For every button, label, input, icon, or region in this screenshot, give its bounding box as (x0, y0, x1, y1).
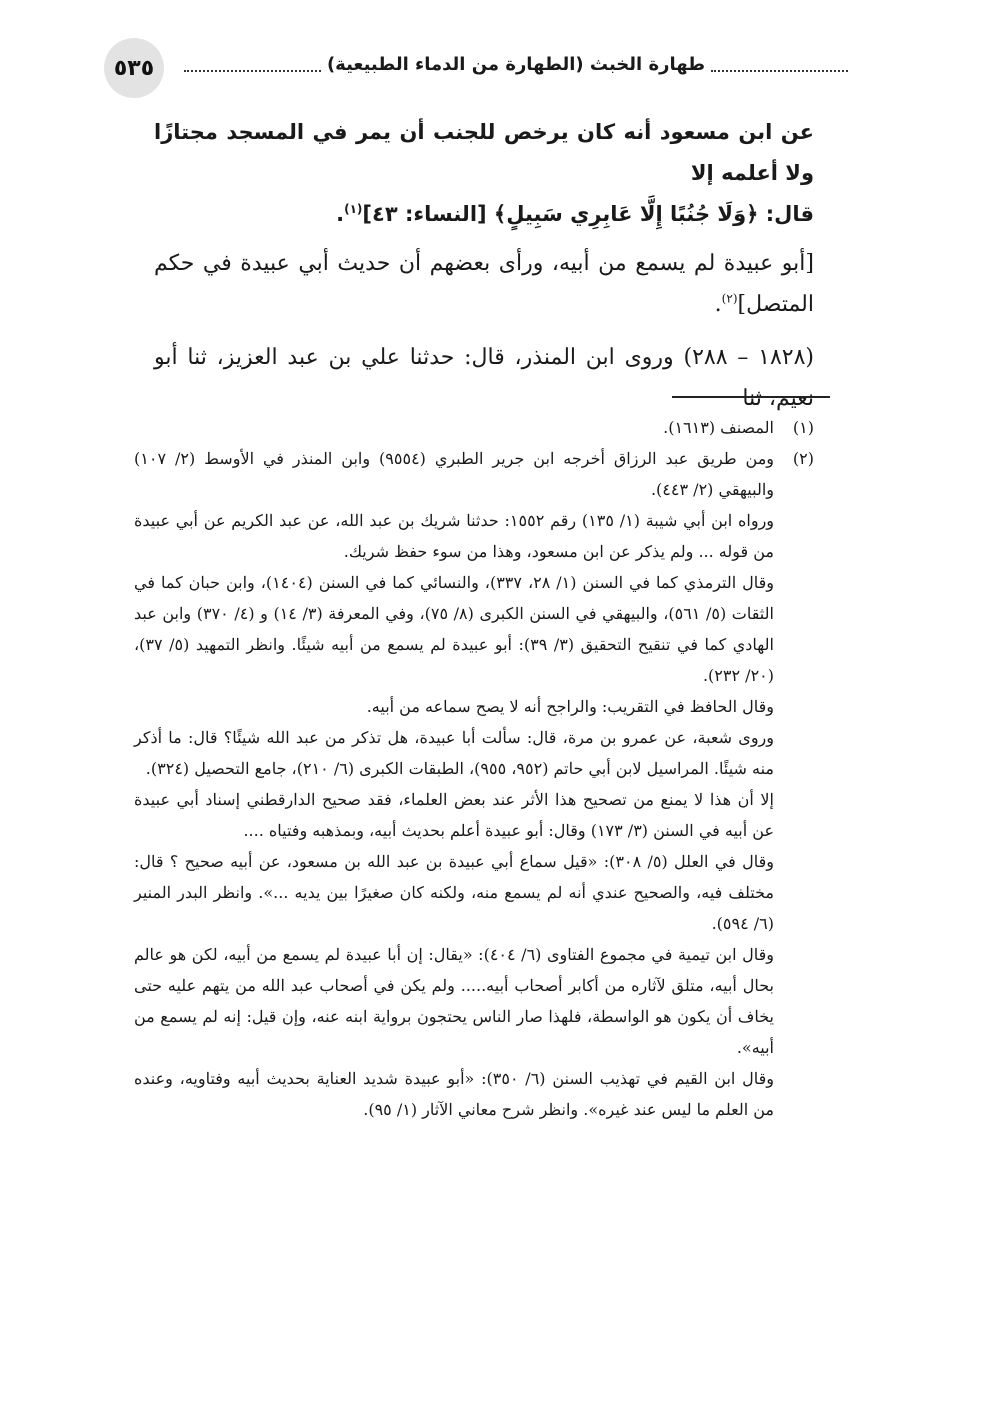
footnote-line: ومن طريق عبد الرزاق أخرجه ابن جرير الطبري (٩٥٥٤) وابن المنذر في الأوسط (٢/ ١٠٧) والبيهقي (٢/ ٤٤٣). (134, 449, 774, 499)
running-title: طهارة الخبث (الطهارة من الدماء الطبيعية) (326, 54, 706, 75)
paragraph-note (154, 243, 814, 325)
footnote-2-continued (134, 505, 814, 1125)
footnote-separator (672, 396, 830, 398)
footnote-2 (134, 443, 814, 505)
footnote-1 (134, 412, 814, 443)
footnote-text: المصنف (١٦١٣). (663, 418, 774, 437)
footnote-line: وروى شعبة، عن عمرو بن مرة، قال: سألت أبا عبيدة، هل تذكر من عبد الله شيئًا؟ قال: ما أذكر منه شيئًا. المراسيل لابن أبي حاتم (٩٥٢، ٩٥٥)، الطبقات الكبرى (٦/ ٢١٠)، جامع التحصيل (٣٢٤). (134, 728, 774, 778)
footnote-ref-1[interactable]: (١) (344, 202, 363, 216)
footnote-line: وقال الترمذي كما في السنن (١/ ٢٨، ٣٣٧)، والنسائي كما في السنن (١٤٠٤)، وابن حبان كما في الثقات (٥/ ٥٦١)، والبيهقي في السنن الكبرى (٨/ ٧٥)، وفي المعرفة (٣/ ١٤) و (٤/ ٣٧٠) وابن عبد الهادي كما في تنقيح التحقيق (٣/ ٣٩): أبو عبيدة لم يسمع من أبيه شيئًا. وانظر التمهيد (٥/ ٣٧)، (٢٠/ ٢٣٢). (134, 573, 775, 685)
hadith-end: . (336, 202, 345, 226)
narration-text: (١٨٢٨ – ٢٨٨) وروى ابن المنذر، قال: حدثنا علي بن عبد العزيز، ثنا أبو نعيم، ثنا (154, 345, 814, 411)
note-end: . (714, 292, 722, 317)
page-header (108, 38, 854, 98)
leader-dots-left (184, 58, 321, 72)
main-text (154, 112, 814, 419)
paragraph-hadith (154, 112, 814, 235)
hadith-line-1: عن ابن مسعود أنه كان يرخص للجنب أن يمر في المسجد مجتازًا ولا أعلمه إلا (154, 120, 814, 185)
footnote-line: وقال ابن تيمية في مجموع الفتاوى (٦/ ٤٠٤): «يقال: إن أبا عبيدة لم يسمع من أبيه، لكن هو عالم بحال أبيه، متلق لآثاره من أكابر أصحاب أبيه..... ولم يكن في أصحاب عبد الله من يتهم عليه حتى يخاف أن يكون هو الواسطة، فلهذا صار الناس يحتجون برواية ابنه عنه، وإن قيل: إنه لم يسمع من أبيه». (134, 945, 775, 1057)
footnote-line: إلا أن هذا لا يمنع من تصحيح هذا الأثر عند بعض العلماء، فقد صحيح الدارقطني إسناد أبي عبيدة عن أبيه في السنن (٣/ ١٧٣) وقال: أبو عبيدة أعلم بحديث أبيه، وبمذهبه وفتياه .... (134, 790, 774, 840)
hadith-line-2: قال: ﴿وَلَا جُنُبًا إِلَّا عَابِرِي سَبِيلٍ﴾ [النساء: ٤٣] (362, 202, 814, 226)
paragraph-narration (154, 337, 814, 419)
footnote-line: ورواه ابن أبي شيبة (١/ ١٣٥) رقم ١٥٥٢: حدثنا شريك بن عبد الله، عن عبد الكريم عن أبي عبيدة من قوله ... ولم يذكر عن ابن مسعود، وهذا من سوء حفظ شريك. (134, 511, 775, 561)
footnotes (134, 412, 814, 1125)
note-text: [أبو عبيدة لم يسمع من أبيه، ورأى بعضهم أن حديث أبي عبيدة في حكم المتصل] (154, 251, 814, 317)
footnote-line: وقال في العلل (٥/ ٣٠٨): «قيل سماع أبي عبيدة بن عبد الله بن مسعود، عن أبيه صحيح ؟ قال: مختلف فيه، والصحيح عندي أنه لم يسمع منه، ولكنه كان صغيرًا بين يديه ...». وانظر البدر المنير (٦/ ٥٩٤). (134, 852, 775, 933)
leader-dots-right (711, 58, 848, 72)
running-head (178, 54, 854, 75)
page-number: ٥٣٥ (113, 55, 155, 81)
page-number-badge (104, 38, 164, 98)
footnote-number: (١) (792, 418, 814, 437)
footnote-line: وقال الحافظ في التقريب: والراجح أنه لا يصح سماعه من أبيه. (366, 697, 774, 716)
footnote-line: وقال ابن القيم في تهذيب السنن (٦/ ٣٥٠): «أبو عبيدة شديد العناية بحديث أبيه وفتاويه، وعنده من العلم ما ليس عند غيره». وانظر شرح معاني الآثار (١/ ٩٥). (134, 1069, 775, 1119)
footnote-ref-2[interactable]: (٢) (721, 291, 738, 306)
footnote-number: (٢) (792, 449, 814, 468)
